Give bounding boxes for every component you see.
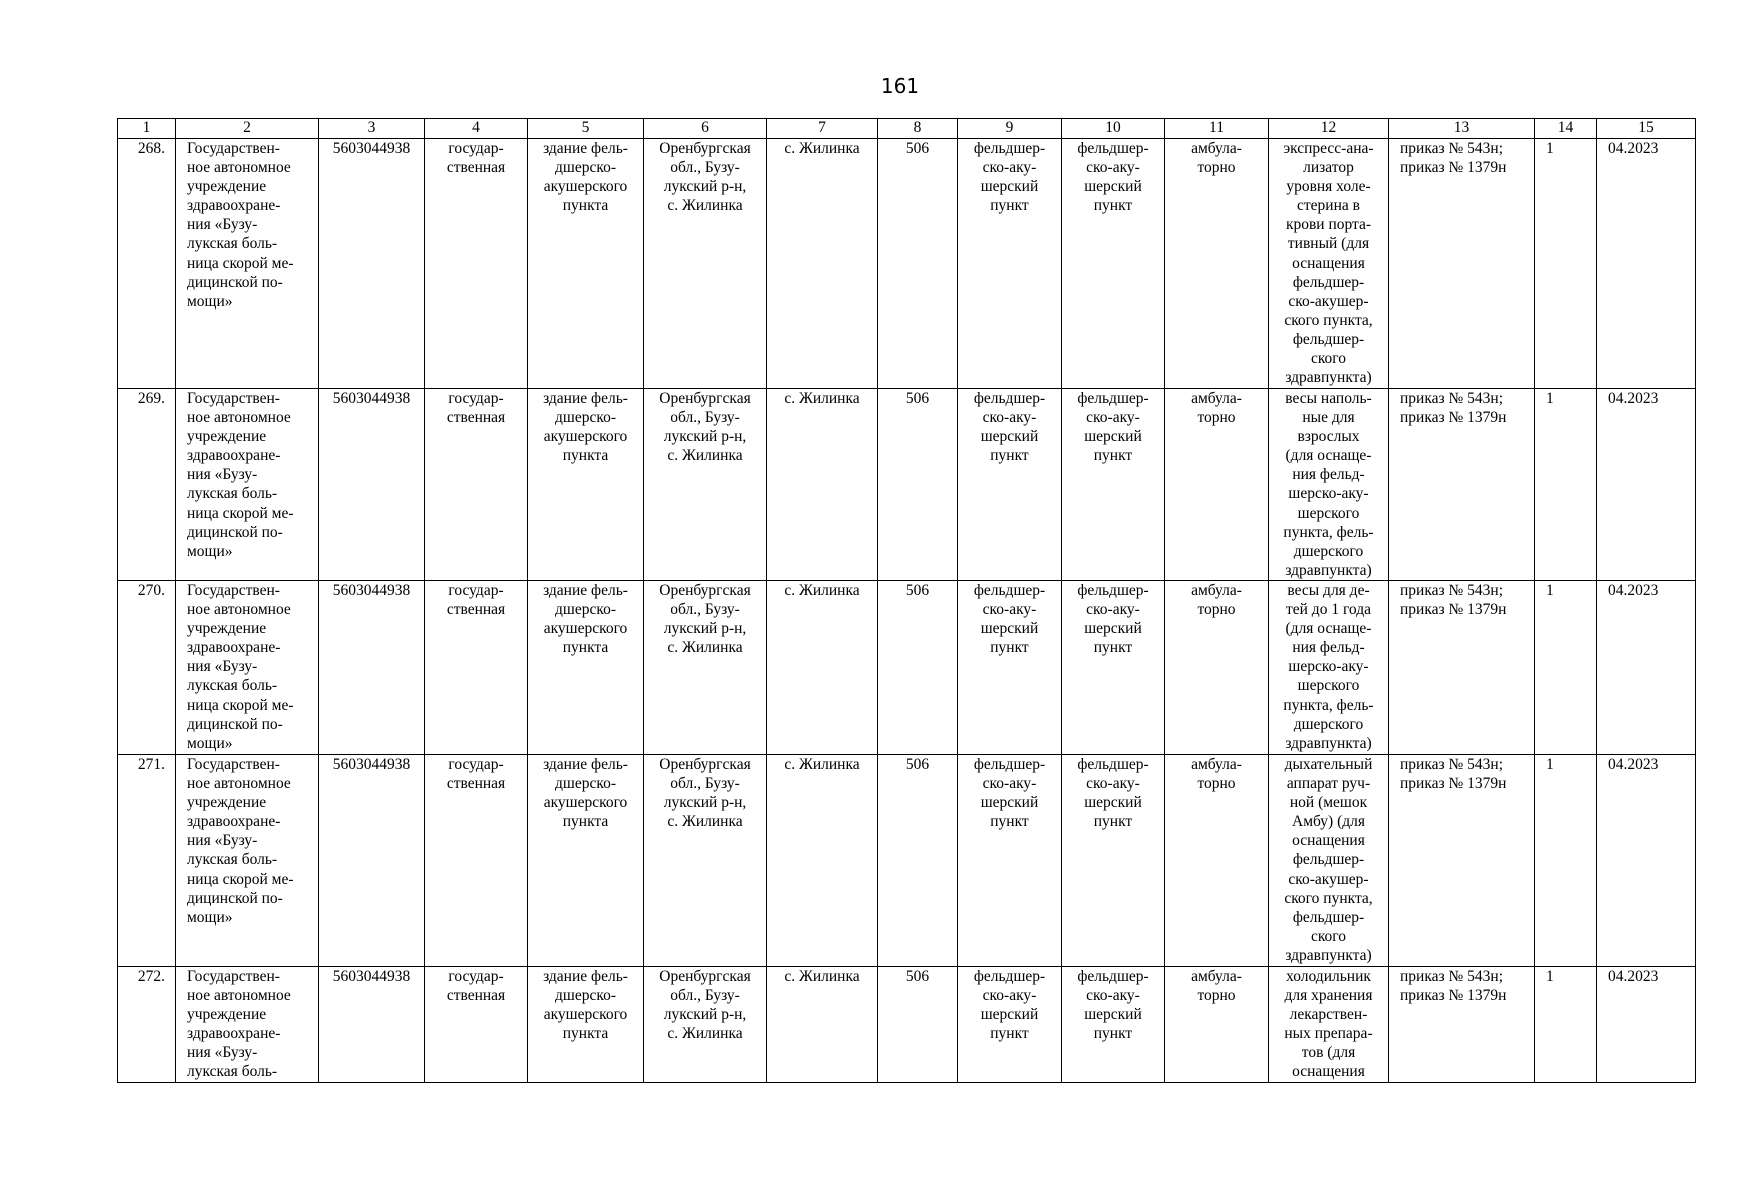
ownership-form: государ- ственная xyxy=(446,390,506,427)
code: 506 xyxy=(878,755,958,967)
care-form: амбула- торно xyxy=(1191,140,1242,177)
ownership-form: государ- ственная xyxy=(446,968,506,1005)
equipment-description: весы для де- тей до 1 года (для оснаще- ния фельд- шерско-аку- шерского пункта, фель- дшерского здравпункта) xyxy=(1283,582,1374,752)
equipment-table xyxy=(117,118,1696,1083)
unit-name: фельдшер- ско-аку- шерский пункт xyxy=(1077,968,1149,1043)
care-form: амбула- торно xyxy=(1191,968,1242,1005)
building: здание фель- дшерско- акушерского пункта xyxy=(543,756,628,831)
building: здание фель- дшерско- акушерского пункта xyxy=(543,140,628,215)
quantity: 1 xyxy=(1535,967,1597,1083)
care-form: амбула- торно xyxy=(1191,390,1242,427)
date: 04.2023 xyxy=(1597,967,1696,1083)
ownership-form: государ- ственная xyxy=(446,582,506,619)
quantity: 1 xyxy=(1535,755,1597,967)
column-header: 8 xyxy=(878,119,958,139)
building: здание фель- дшерско- акушерского пункта xyxy=(543,582,628,657)
care-form: амбула- торно xyxy=(1191,756,1242,793)
column-header: 6 xyxy=(644,119,767,139)
equipment-table-container xyxy=(117,118,1695,1083)
date: 04.2023 xyxy=(1597,755,1696,967)
organization-name: Государствен- ное автономное учреждение здравоохране- ния «Бузу- лукская боль- ница скорой ме- дицинской по- мощи» xyxy=(187,390,294,560)
column-header: 7 xyxy=(767,119,878,139)
inn: 5603044938 xyxy=(319,755,425,967)
date: 04.2023 xyxy=(1597,389,1696,581)
row-number: 270. xyxy=(118,581,176,755)
column-header: 4 xyxy=(425,119,528,139)
row-number: 269. xyxy=(118,389,176,581)
building: здание фель- дшерско- акушерского пункта xyxy=(543,968,628,1043)
code: 506 xyxy=(878,389,958,581)
quantity: 1 xyxy=(1535,581,1597,755)
order-reference: приказ № 543н; приказ № 1379н xyxy=(1400,140,1507,177)
column-header: 12 xyxy=(1269,119,1389,139)
page-number: 161 xyxy=(880,74,920,98)
inn: 5603044938 xyxy=(319,967,425,1083)
row-number: 271. xyxy=(118,755,176,967)
address: Оренбургская обл., Бузу- лукский р-н, с. Жилинка xyxy=(659,390,751,465)
equipment-description: весы наполь- ные для взрослых (для оснаще- ния фельд- шерско-аку- шерского пункта, фель- дшерского здравпункта) xyxy=(1283,390,1374,579)
table-row xyxy=(118,389,1696,581)
order-reference: приказ № 543н; приказ № 1379н xyxy=(1400,968,1507,1005)
quantity: 1 xyxy=(1535,139,1597,389)
ownership-form: государ- ственная xyxy=(446,140,506,177)
equipment-description: холодильник для хранения лекарствен- ных препара- тов (для оснащения xyxy=(1284,968,1373,1081)
order-reference: приказ № 543н; приказ № 1379н xyxy=(1400,756,1507,793)
inn: 5603044938 xyxy=(319,581,425,755)
inn: 5603044938 xyxy=(319,139,425,389)
equipment-description: экспресс-ана- лизатор уровня холе- стерина в крови порта- тивный (для оснащения фельдшер- ско-акушер- ского пункта, фельдшер- ского здравпункта) xyxy=(1283,140,1374,387)
equipment-description: дыхательный аппарат руч- ной (мешок Амбу) (для оснащения фельдшер- ско-акушер- ского пункта, фельдшер- ского здравпункта) xyxy=(1284,756,1373,964)
order-reference: приказ № 543н; приказ № 1379н xyxy=(1400,390,1507,427)
unit-name: фельдшер- ско-аку- шерский пункт xyxy=(1077,756,1149,831)
organization-name: Государствен- ное автономное учреждение здравоохране- ния «Бузу- лукская боль- ница скорой ме- дицинской по- мощи» xyxy=(187,756,294,926)
column-header: 13 xyxy=(1389,119,1535,139)
organization-name: Государствен- ное автономное учреждение здравоохране- ния «Бузу- лукская боль- xyxy=(187,968,291,1081)
organization-name: Государствен- ное автономное учреждение здравоохране- ния «Бузу- лукская боль- ница скорой ме- дицинской по- мощи» xyxy=(187,582,294,752)
quantity: 1 xyxy=(1535,389,1597,581)
unit-name: фельдшер- ско-аку- шерский пункт xyxy=(1077,390,1149,465)
address: Оренбургская обл., Бузу- лукский р-н, с. Жилинка xyxy=(659,140,751,215)
date: 04.2023 xyxy=(1597,139,1696,389)
care-form: амбула- торно xyxy=(1191,582,1242,619)
unit-type: фельдшер- ско-аку- шерский пункт xyxy=(973,140,1046,215)
address: Оренбургская обл., Бузу- лукский р-н, с. Жилинка xyxy=(659,756,751,831)
column-header: 11 xyxy=(1165,119,1269,139)
locality: с. Жилинка xyxy=(767,139,878,389)
column-header: 15 xyxy=(1597,119,1696,139)
unit-type: фельдшер- ско-аку- шерский пункт xyxy=(973,582,1046,657)
address: Оренбургская обл., Бузу- лукский р-н, с. Жилинка xyxy=(659,582,751,657)
column-header: 9 xyxy=(958,119,1062,139)
column-header: 5 xyxy=(528,119,644,139)
column-header: 1 xyxy=(118,119,176,139)
unit-type: фельдшер- ско-аку- шерский пункт xyxy=(973,390,1046,465)
unit-type: фельдшер- ско-аку- шерский пункт xyxy=(973,756,1046,831)
inn: 5603044938 xyxy=(319,389,425,581)
organization-name: Государствен- ное автономное учреждение здравоохране- ния «Бузу- лукская боль- ница скорой ме- дицинской по- мощи» xyxy=(187,140,294,310)
ownership-form: государ- ственная xyxy=(446,756,506,793)
header-row xyxy=(118,119,1696,139)
locality: с. Жилинка xyxy=(767,755,878,967)
address: Оренбургская обл., Бузу- лукский р-н, с. Жилинка xyxy=(659,968,751,1043)
order-reference: приказ № 543н; приказ № 1379н xyxy=(1400,582,1507,619)
column-header: 14 xyxy=(1535,119,1597,139)
column-header: 2 xyxy=(176,119,319,139)
row-number: 272. xyxy=(118,967,176,1083)
locality: с. Жилинка xyxy=(767,389,878,581)
unit-name: фельдшер- ско-аку- шерский пункт xyxy=(1077,140,1149,215)
code: 506 xyxy=(878,967,958,1083)
table-row xyxy=(118,755,1696,967)
date: 04.2023 xyxy=(1597,581,1696,755)
unit-name: фельдшер- ско-аку- шерский пункт xyxy=(1077,582,1149,657)
column-header: 10 xyxy=(1062,119,1165,139)
code: 506 xyxy=(878,581,958,755)
unit-type: фельдшер- ско-аку- шерский пункт xyxy=(973,968,1046,1043)
table-row xyxy=(118,967,1696,1083)
locality: с. Жилинка xyxy=(767,967,878,1083)
building: здание фель- дшерско- акушерского пункта xyxy=(543,390,628,465)
locality: с. Жилинка xyxy=(767,581,878,755)
column-header: 3 xyxy=(319,119,425,139)
code: 506 xyxy=(878,139,958,389)
table-row xyxy=(118,139,1696,389)
row-number: 268. xyxy=(118,139,176,389)
table-row xyxy=(118,581,1696,755)
